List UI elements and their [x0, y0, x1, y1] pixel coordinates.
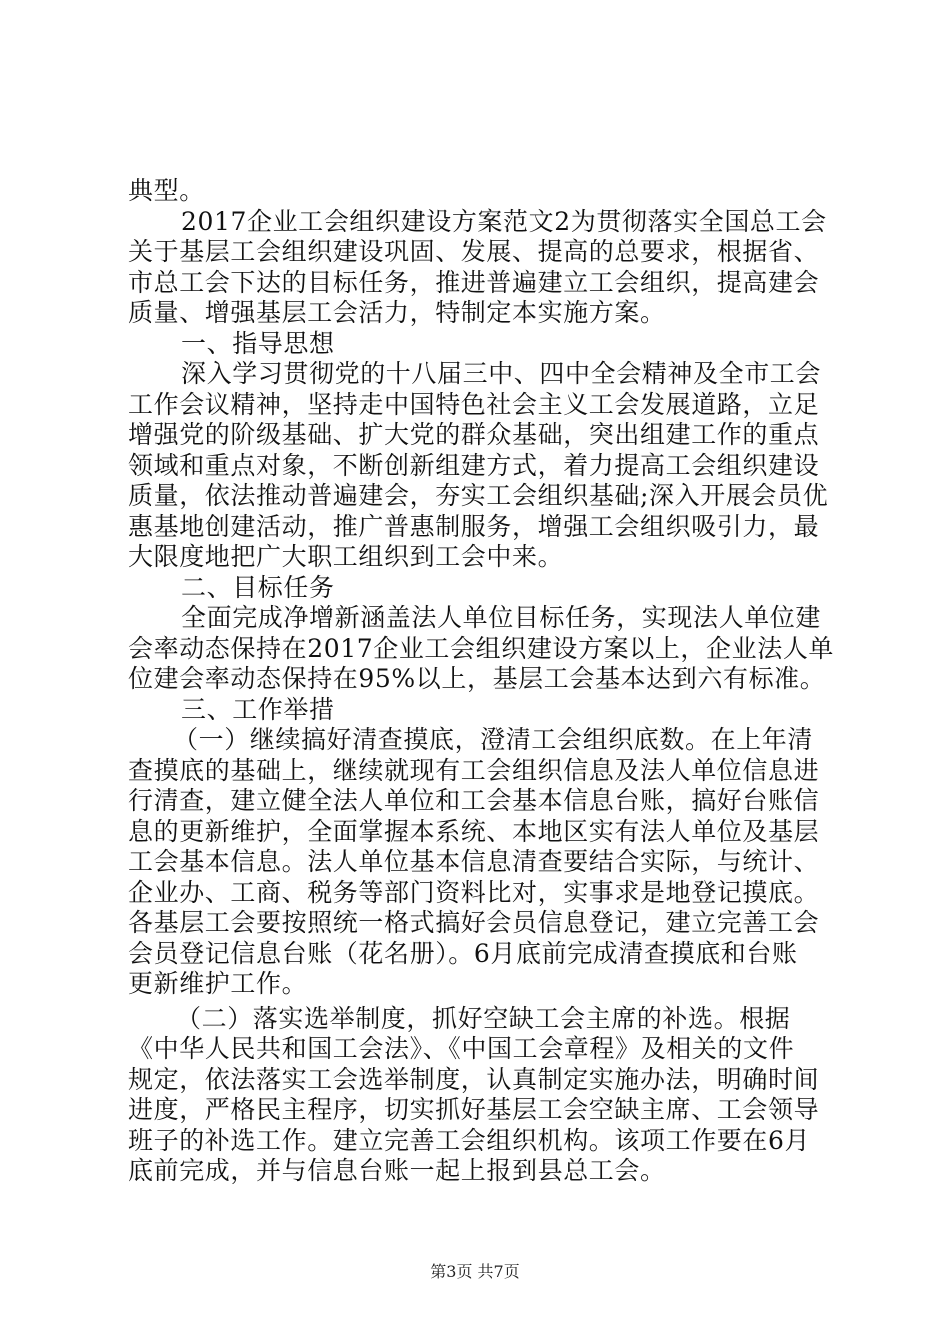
body-line: 底前完成，并与信息台账一起上报到县总工会。: [128, 1156, 666, 1185]
body-line: 工会基本信息。法人单位基本信息清查要结合实际，与统计、: [128, 847, 820, 876]
body-line: 企业办、工商、税务等部门资料比对，实事求是地登记摸底。: [128, 877, 820, 907]
document-body: [128, 176, 834, 1187]
body-line: 规定，依法落实工会选举制度，认真制定实施办法，明确时间: [128, 1064, 820, 1094]
body-line: 位建会率动态保持在95%以上，基层工会基本达到六有标准。: [128, 664, 826, 693]
page-number-footer: 第3页 共7页: [430, 1262, 520, 1281]
body-line: 大限度地把广大职工组织到工会中来。: [128, 542, 564, 571]
paragraph-start-line: （二）落实选举制度，抓好空缺工会主席的补选。根据: [176, 1003, 791, 1033]
paragraph-start-line: 2017企业工会组织建设方案范文2为贯彻落实全国总工会: [181, 206, 827, 236]
section-heading: 二、目标任务: [181, 572, 335, 602]
body-line: 典型。: [128, 176, 205, 205]
paragraph-start-line: 深入学习贯彻党的十八届三中、四中全会精神及全市工会: [181, 359, 822, 388]
body-line: 工作会议精神，坚持走中国特色社会主义工会发展道路，立足: [128, 389, 820, 419]
body-line: 关于基层工会组织建设巩固、发展、提高的总要求，根据省、: [128, 237, 820, 266]
body-line: 息的更新维护，全面掌握本系统、本地区实有法人单位及基层: [128, 816, 820, 846]
body-line: 进度，严格民主程序，切实抓好基层工会空缺主席、工会领导: [128, 1095, 820, 1124]
body-line: 质量、增强基层工会活力，特制定本实施方案。: [128, 298, 666, 327]
paragraph-start-line: 全面完成净增新涵盖法人单位目标任务，实现法人单位建: [181, 603, 822, 632]
body-line: 行清查，建立健全法人单位和工会基本信息台账，搞好台账信: [128, 786, 820, 815]
body-line: 各基层工会要按照统一格式搞好会员信息登记，建立完善工会: [128, 908, 820, 937]
body-line: 《中华人民共和国工会法》、《中国工会章程》及相关的文件: [128, 1034, 795, 1063]
body-line: 领域和重点对象，不断创新组建方式，着力提高工会组织建设: [128, 450, 820, 480]
body-line: 会率动态保持在2017企业工会组织建设方案以上，企业法人单: [128, 633, 835, 663]
body-line: 更新维护工作。: [128, 969, 308, 998]
body-line: 会员登记信息台账（花名册）。6月底前完成清查摸底和台账: [128, 938, 798, 968]
body-line: 班子的补选工作。建立完善工会组织机构。该项工作要在6月: [128, 1125, 811, 1155]
paragraph-start-line: （一）继续搞好清查摸底，澄清工会组织底数。在上年清: [173, 725, 814, 754]
body-line: 查摸底的基础上，继续就现有工会组织信息及法人单位信息进: [128, 755, 820, 785]
section-heading: 一、指导思想: [181, 328, 335, 358]
body-line: 惠基地创建活动，推广普惠制服务，增强工会组织吸引力，最: [128, 511, 820, 541]
body-line: 增强党的阶级基础、扩大党的群众基础，突出组建工作的重点: [128, 420, 820, 449]
body-line: 质量，依法推动普遍建会，夯实工会组织基础;深入开展会员优: [128, 481, 829, 510]
body-line: 市总工会下达的目标任务，推进普遍建立工会组织，提高建会: [128, 267, 820, 297]
section-heading: 三、工作举措: [181, 694, 335, 724]
